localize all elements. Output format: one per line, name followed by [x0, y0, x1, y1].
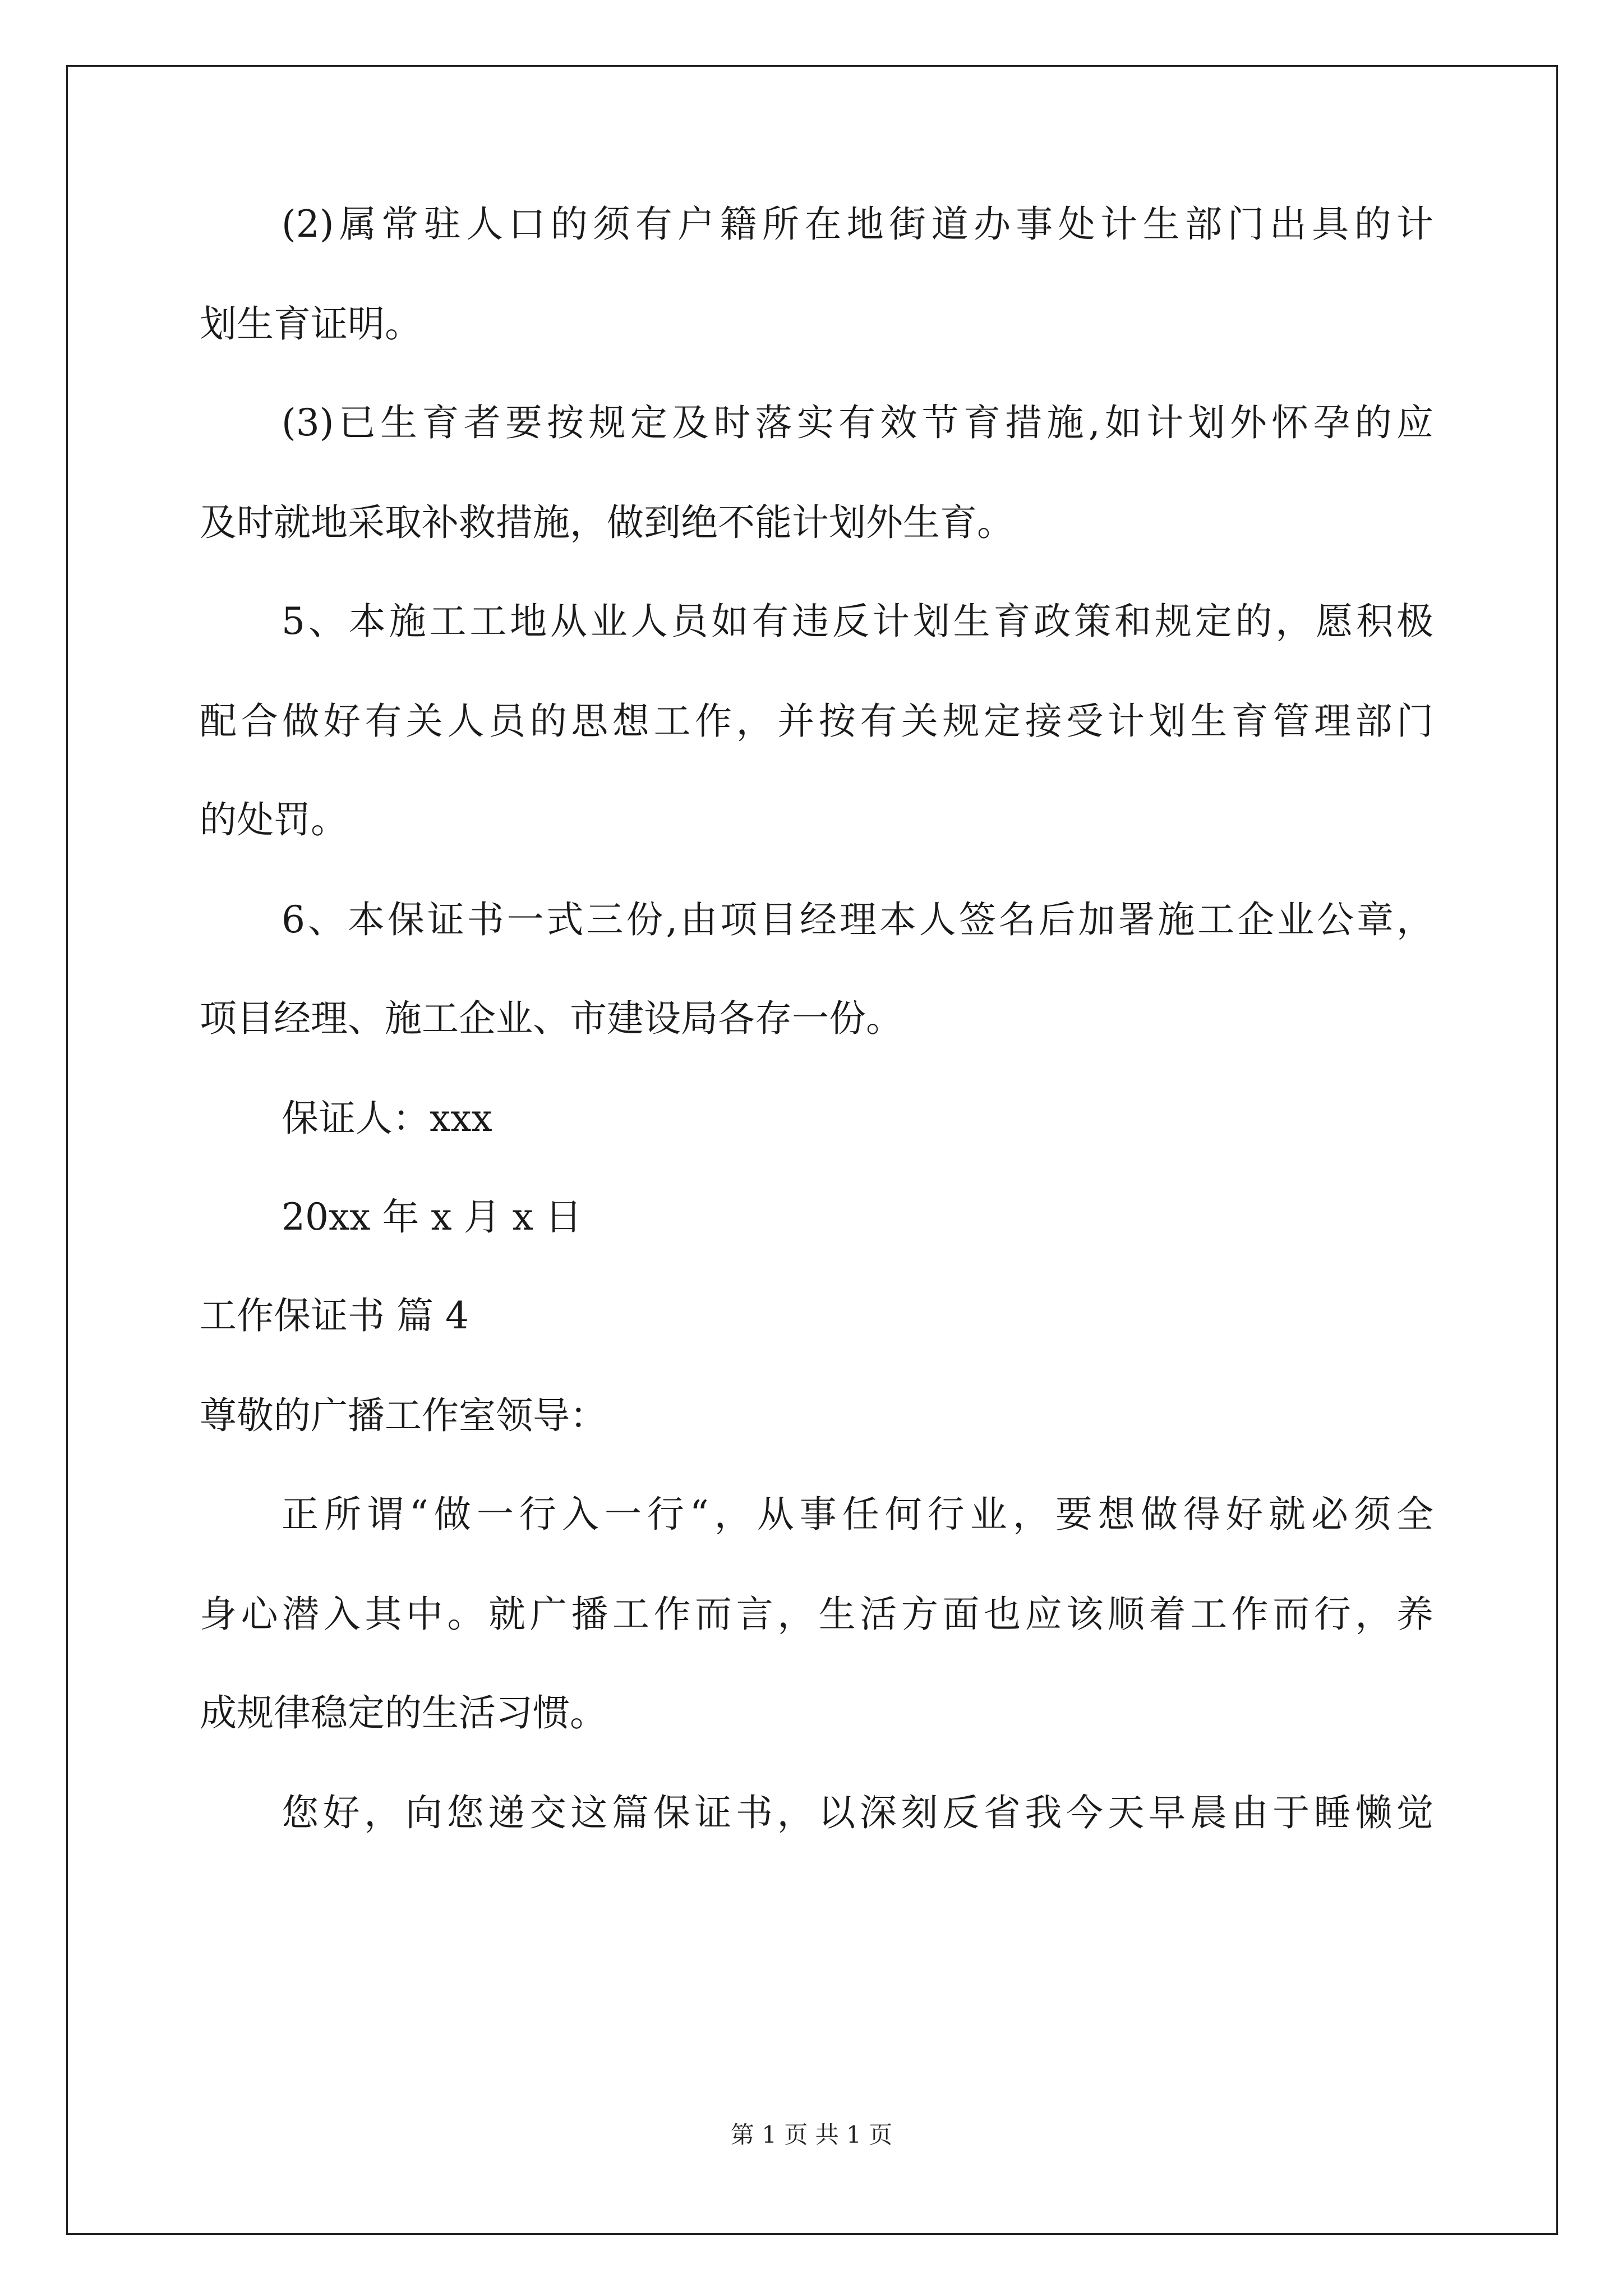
page-border [66, 65, 1558, 2235]
paragraph-line: 项目经理、施工企业、市建设局各存一份。 [200, 997, 903, 1040]
page-footer: 第 1 页 共 1 页 [730, 2121, 893, 2148]
paragraph-line: 正所谓“做一行入一行“，从事任何行业，要想做得好就必须全 [282, 1493, 1433, 1536]
paragraph-line: 6、本保证书一式三份,由项目经理本人签名后加署施工企业公章， [282, 898, 1433, 941]
paragraph-line: 划生育证明。 [200, 302, 422, 346]
paragraph-line: (3)已生育者要按规定及时落实有效节育措施,如计划外怀孕的应 [282, 401, 1433, 444]
paragraph-line: 5、本施工工地从业人员如有违反计划生育政策和规定的，愿积极 [282, 600, 1433, 643]
paragraph-line: 的处罚。 [200, 798, 348, 841]
paragraph-line: (2)属常驻人口的须有户籍所在地街道办事处计生部门出具的计 [282, 203, 1433, 246]
paragraph-line: 及时就地采取补救措施，做到绝不能计划外生育。 [200, 501, 1014, 544]
paragraph-line: 成规律稳定的生活习惯。 [200, 1691, 607, 1734]
salutation: 尊敬的广播工作室领导： [200, 1394, 607, 1437]
signature-date: 20xx 年 x 月 x 日 [282, 1195, 582, 1239]
paragraph-line: 配合做好有关人员的思想工作，并按有关规定接受计划生育管理部门 [200, 700, 1433, 743]
paragraph-line: 身心潜入其中。就广播工作而言，生活方面也应该顺着工作而行，养 [200, 1593, 1433, 1636]
paragraph-line: 您好，向您递交这篇保证书，以深刻反省我今天早晨由于睡懒觉 [282, 1791, 1433, 1834]
signature: 保证人：xxx [282, 1097, 492, 1140]
section-heading: 工作保证书 篇 4 [200, 1294, 469, 1337]
